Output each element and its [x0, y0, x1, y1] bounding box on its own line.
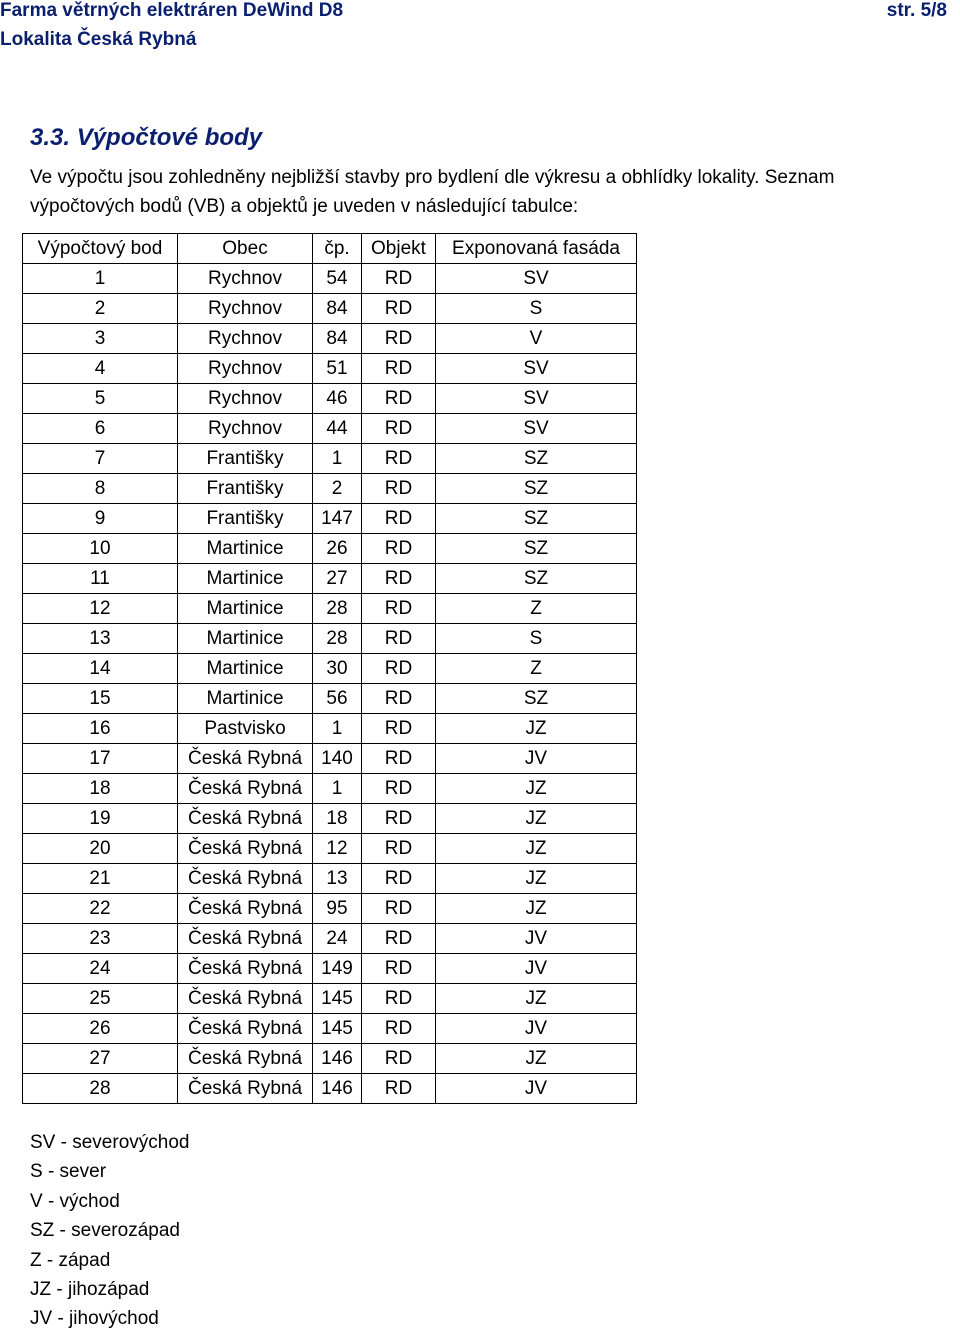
cell-facade: JV: [436, 1014, 637, 1044]
cell-house-number: 28: [313, 624, 362, 654]
intro-paragraph-line-2: výpočtových bodů (VB) a objektů je uveden v následující tabulce:: [30, 196, 579, 217]
cell-facade: SZ: [436, 684, 637, 714]
cell-point: 4: [23, 354, 178, 384]
cell-house-number: 24: [313, 924, 362, 954]
cell-house-number: 30: [313, 654, 362, 684]
cell-facade: SV: [436, 414, 637, 444]
cell-municipality: Česká Rybná: [178, 774, 313, 804]
cell-municipality: Martinice: [178, 534, 313, 564]
table-row: [23, 1044, 637, 1074]
intro-paragraph-line-1: Ve výpočtu jsou zohledněny nejbližší stavby pro bydlení dle výkresu a obhlídky lokality. Seznam: [30, 167, 835, 188]
cell-object: RD: [362, 1014, 436, 1044]
cell-object: RD: [362, 1074, 436, 1104]
cell-object: RD: [362, 654, 436, 684]
document-subtitle: Lokalita Česká Rybná: [0, 29, 197, 50]
cell-facade: S: [436, 294, 637, 324]
section-heading: 3.3. Výpočtové body: [30, 124, 263, 151]
cell-point: 24: [23, 954, 178, 984]
cell-municipality: Rychnov: [178, 264, 313, 294]
cell-object: RD: [362, 954, 436, 984]
cell-facade: SV: [436, 264, 637, 294]
cell-point: 18: [23, 774, 178, 804]
header-cell-object: Objekt: [362, 234, 436, 264]
cell-facade: SV: [436, 354, 637, 384]
table-row: [23, 834, 637, 864]
table-row: [23, 294, 637, 324]
cell-municipality: Rychnov: [178, 324, 313, 354]
cell-facade: Z: [436, 654, 637, 684]
document-title: Farma větrných elektráren DeWind D8: [0, 0, 344, 21]
table-row: [23, 684, 637, 714]
table-row: [23, 624, 637, 654]
legend-item: SZ - severozápad: [30, 1220, 180, 1242]
cell-facade: S: [436, 624, 637, 654]
header-cell-facade: Exponovaná fasáda: [436, 234, 637, 264]
cell-municipality: Rychnov: [178, 384, 313, 414]
cell-object: RD: [362, 414, 436, 444]
cell-facade: JV: [436, 1074, 637, 1104]
cell-facade: JZ: [436, 804, 637, 834]
cell-object: RD: [362, 534, 436, 564]
cell-facade: JZ: [436, 774, 637, 804]
cell-municipality: Rychnov: [178, 354, 313, 384]
cell-point: 21: [23, 864, 178, 894]
cell-point: 23: [23, 924, 178, 954]
cell-house-number: 145: [313, 984, 362, 1014]
cell-point: 19: [23, 804, 178, 834]
cell-municipality: Františky: [178, 474, 313, 504]
cell-house-number: 149: [313, 954, 362, 984]
legend-item: JZ - jihozápad: [30, 1279, 150, 1301]
cell-house-number: 84: [313, 294, 362, 324]
cell-municipality: Martinice: [178, 624, 313, 654]
cell-municipality: Česká Rybná: [178, 924, 313, 954]
cell-municipality: Česká Rybná: [178, 984, 313, 1014]
cell-object: RD: [362, 624, 436, 654]
cell-point: 13: [23, 624, 178, 654]
cell-point: 14: [23, 654, 178, 684]
cell-point: 9: [23, 504, 178, 534]
header-cell-house-number: čp.: [313, 234, 362, 264]
cell-house-number: 1: [313, 714, 362, 744]
calculation-points-table: [22, 233, 637, 1104]
cell-facade: JZ: [436, 714, 637, 744]
cell-object: RD: [362, 984, 436, 1014]
cell-municipality: Česká Rybná: [178, 954, 313, 984]
cell-point: 17: [23, 744, 178, 774]
cell-municipality: Česká Rybná: [178, 804, 313, 834]
cell-house-number: 26: [313, 534, 362, 564]
cell-object: RD: [362, 804, 436, 834]
cell-point: 1: [23, 264, 178, 294]
table-row: [23, 414, 637, 444]
table-row: [23, 534, 637, 564]
cell-facade: Z: [436, 594, 637, 624]
cell-point: 15: [23, 684, 178, 714]
cell-object: RD: [362, 894, 436, 924]
cell-object: RD: [362, 474, 436, 504]
legend-item: S - sever: [30, 1161, 107, 1183]
cell-facade: JZ: [436, 984, 637, 1014]
cell-object: RD: [362, 564, 436, 594]
cell-facade: JV: [436, 744, 637, 774]
cell-point: 16: [23, 714, 178, 744]
cell-municipality: Rychnov: [178, 414, 313, 444]
cell-point: 28: [23, 1074, 178, 1104]
cell-point: 25: [23, 984, 178, 1014]
cell-house-number: 27: [313, 564, 362, 594]
cell-house-number: 84: [313, 324, 362, 354]
cell-object: RD: [362, 504, 436, 534]
cell-municipality: Česká Rybná: [178, 834, 313, 864]
cell-point: 26: [23, 1014, 178, 1044]
table-row: [23, 894, 637, 924]
header-cell-point: Výpočtový bod: [23, 234, 178, 264]
legend-item: Z - západ: [30, 1249, 111, 1271]
cell-municipality: Martinice: [178, 564, 313, 594]
cell-point: 8: [23, 474, 178, 504]
cell-house-number: 95: [313, 894, 362, 924]
cell-facade: JZ: [436, 894, 637, 924]
table-row: [23, 504, 637, 534]
cell-facade: V: [436, 324, 637, 354]
cell-municipality: Pastvisko: [178, 714, 313, 744]
page-number: str. 5/8: [886, 0, 947, 21]
cell-facade: JV: [436, 954, 637, 984]
table-row: [23, 354, 637, 384]
table-row: [23, 1074, 637, 1104]
table-row: [23, 654, 637, 684]
cell-municipality: Česká Rybná: [178, 1074, 313, 1104]
cell-object: RD: [362, 594, 436, 624]
header-cell-municipality: Obec: [178, 234, 313, 264]
table-row: [23, 954, 637, 984]
legend: [30, 1128, 189, 1334]
cell-house-number: 1: [313, 774, 362, 804]
cell-house-number: 51: [313, 354, 362, 384]
cell-facade: SV: [436, 384, 637, 414]
cell-point: 10: [23, 534, 178, 564]
cell-house-number: 2: [313, 474, 362, 504]
cell-object: RD: [362, 264, 436, 294]
cell-object: RD: [362, 774, 436, 804]
cell-object: RD: [362, 864, 436, 894]
cell-municipality: Česká Rybná: [178, 1014, 313, 1044]
table-row: [23, 324, 637, 354]
cell-facade: SZ: [436, 444, 637, 474]
cell-house-number: 54: [313, 264, 362, 294]
cell-house-number: 18: [313, 804, 362, 834]
cell-house-number: 1: [313, 444, 362, 474]
cell-object: RD: [362, 384, 436, 414]
cell-municipality: Česká Rybná: [178, 894, 313, 924]
cell-municipality: Česká Rybná: [178, 744, 313, 774]
cell-facade: SZ: [436, 534, 637, 564]
cell-municipality: Martinice: [178, 684, 313, 714]
table-body: [23, 264, 637, 1104]
table-row: [23, 744, 637, 774]
cell-object: RD: [362, 444, 436, 474]
table-row: [23, 384, 637, 414]
cell-municipality: Rychnov: [178, 294, 313, 324]
cell-point: 22: [23, 894, 178, 924]
cell-object: RD: [362, 684, 436, 714]
cell-house-number: 140: [313, 744, 362, 774]
cell-object: RD: [362, 324, 436, 354]
table-row: [23, 474, 637, 504]
legend-item: SV - severovýchod: [30, 1132, 190, 1153]
cell-house-number: 146: [313, 1074, 362, 1104]
cell-house-number: 28: [313, 594, 362, 624]
cell-point: 6: [23, 414, 178, 444]
cell-point: 20: [23, 834, 178, 864]
cell-point: 3: [23, 324, 178, 354]
cell-municipality: Česká Rybná: [178, 1044, 313, 1074]
cell-point: 2: [23, 294, 178, 324]
cell-house-number: 44: [313, 414, 362, 444]
table-row: [23, 864, 637, 894]
cell-facade: JZ: [436, 1044, 637, 1074]
table-header-row: [23, 234, 637, 264]
cell-object: RD: [362, 834, 436, 864]
cell-house-number: 145: [313, 1014, 362, 1044]
cell-point: 27: [23, 1044, 178, 1074]
cell-house-number: 13: [313, 864, 362, 894]
legend-item: V - východ: [30, 1190, 120, 1212]
cell-facade: JZ: [436, 834, 637, 864]
table-row: [23, 984, 637, 1014]
cell-object: RD: [362, 714, 436, 744]
cell-object: RD: [362, 924, 436, 954]
cell-house-number: 147: [313, 504, 362, 534]
cell-house-number: 56: [313, 684, 362, 714]
table-row: [23, 714, 637, 744]
cell-municipality: Martinice: [178, 654, 313, 684]
cell-municipality: Františky: [178, 504, 313, 534]
cell-municipality: Františky: [178, 444, 313, 474]
cell-point: 7: [23, 444, 178, 474]
cell-object: RD: [362, 294, 436, 324]
table-row: [23, 1014, 637, 1044]
table-row: [23, 264, 637, 294]
cell-house-number: 146: [313, 1044, 362, 1074]
cell-object: RD: [362, 744, 436, 774]
cell-facade: JV: [436, 924, 637, 954]
table-row: [23, 774, 637, 804]
cell-point: 12: [23, 594, 178, 624]
cell-house-number: 46: [313, 384, 362, 414]
cell-facade: SZ: [436, 504, 637, 534]
cell-municipality: Česká Rybná: [178, 864, 313, 894]
cell-facade: SZ: [436, 474, 637, 504]
cell-object: RD: [362, 1044, 436, 1074]
cell-facade: SZ: [436, 564, 637, 594]
cell-municipality: Martinice: [178, 594, 313, 624]
cell-point: 5: [23, 384, 178, 414]
table-row: [23, 564, 637, 594]
table-row: [23, 594, 637, 624]
table-row: [23, 444, 637, 474]
cell-facade: JZ: [436, 864, 637, 894]
cell-object: RD: [362, 354, 436, 384]
cell-point: 11: [23, 564, 178, 594]
legend-item: JV - jihovýchod: [30, 1308, 159, 1330]
cell-house-number: 12: [313, 834, 362, 864]
table-row: [23, 924, 637, 954]
table-row: [23, 804, 637, 834]
